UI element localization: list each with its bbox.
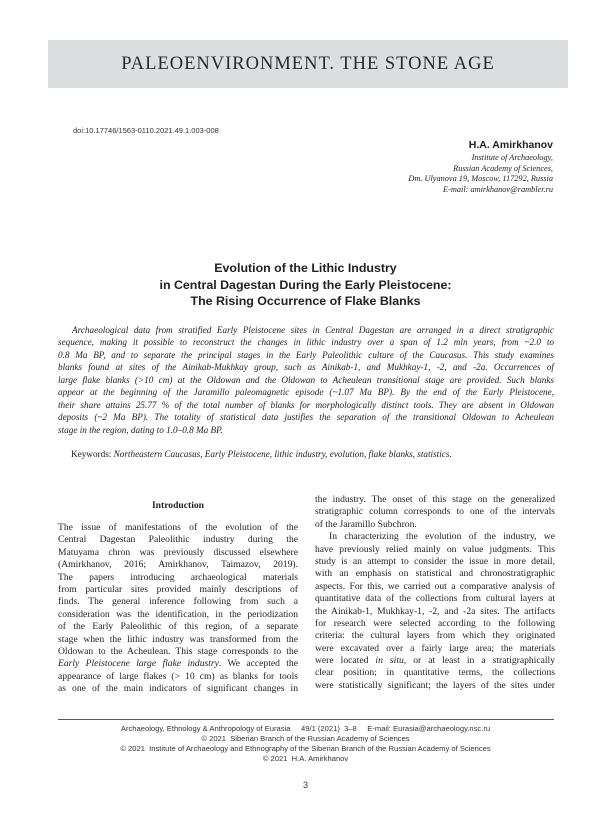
italic-run: in situ [375,655,404,667]
text-line: with an emphasis on statistical and chronostratigraphic [315,568,555,580]
title-line: The Rising Occurrence of Flake Blanks [190,294,421,308]
footer-copyright-2: © 2021 Institute of Archaeology and Ethnography of the Siberian Branch of the Russian Academy of Sciences [120,744,491,753]
text-line: were excavated over a fairly large area; the materials [315,642,555,654]
text-line: sequence, making it possible to reconstruct the changes in lithic industry over a span of 1.2 mln years, from ~2.0 to [58,337,554,348]
text-line: clear position; in quantitative terms, the collections [315,667,555,679]
footer-copyright-3: © 2021 H.A. Amirkhanov [262,754,349,763]
introduction-heading: Introduction [151,500,205,511]
text-line: (Amirkhanov, 2016; Amirkhanov, Taimazov, 2019). [58,559,298,571]
footer-divider [58,719,554,720]
text-run: . We accepted the [218,658,298,670]
abstract [58,324,554,436]
text-line: their share attains 25.77 % of the total number of blanks for morphologically distinct tools. They are absent in Oldowan [58,399,554,410]
text-line: Matuyama chron was previously discussed elsewhere [58,546,298,558]
author-affiliation-1: Institute of Archaeology, [471,153,553,162]
text-line: for research were selected according to the following [315,617,555,629]
text-line: of the Jaramillo Subchron. [315,518,417,530]
section-banner [48,40,568,88]
right-column-text [315,494,555,692]
text-line: The papers introducing archaeological materials [58,571,298,583]
author-affiliation-2: Russian Academy of Sciences, [453,163,553,173]
keywords [71,449,452,459]
text-line: The issue of manifestations of the evolution of the [58,522,298,533]
text-line: finds. The general inference following from such a [58,596,298,608]
footer [0,724,611,764]
text-line: criteria: the cultural layers from which they originated [315,630,555,642]
text-line: large flake blanks (>10 cm) at the Oldowan and the Oldowan to Acheulean transitional stage are provided. Such blanks [58,374,554,385]
text-line: Central Dagestan Paleolithic industry during the [58,534,298,546]
author-email: E-mail: amirkhanov@rambler.ru [443,185,553,195]
article-title [0,260,611,310]
author-block [408,139,553,196]
page-number: 3 [302,780,308,790]
text-line: have previously relied mainly on value judgments. This [315,543,555,555]
text-line: Archaeological data from stratified Early Pleistocene sites in Central Dagestan are arranged in a direct stratigraphic [72,325,554,335]
text-line: 0.8 Ma BP, and to separate the principal stages in the Early Paleolithic culture of the Caucasus. This study examines [58,349,554,360]
text-line: the industry. The onset of this stage on the generalized [315,494,555,505]
text-line: stage when the lithic industry was transformed from the [58,633,298,645]
text-line: study is an attempt to consider the issue in more detail, [315,555,555,567]
text-line: In characterizing the evolution of the industry, we [329,531,555,543]
italic-run: Early Pleistocene large flake industry [58,658,219,670]
keywords-label: Keywords: [71,449,114,459]
text-line: deposits (~2 Ma BP). The totality of statistical data justifies the separation of the transitional Oldowan to Acheulean [58,412,554,423]
title-line: Evolution of the Lithic Industry [214,261,397,275]
text-line: blanks found at sites of the Ainikab-Mukhkay group, such as Ainikab-1, and Mukhkay-1, -2, and -2a. Occurrences of [58,362,554,373]
footer-journal: Archaeology, Ethnology & Anthropology of Eurasia 49/1 (2021) 3–8 E-mail: Eurasia@archaeology.nsc.ru [120,724,491,733]
text-line: aspects. For this, we carried out a comparative analysis of [315,580,555,592]
footer-copyright-1: © 2021 Siberian Branch of the Russian Academy of Sciences [201,734,410,743]
keywords-text: Northeastern Caucasus, Early Pleistocene, lithic industry, evolution, flake blanks, statistics. [113,449,452,459]
text-line: stage in the region, dating to 1.0–0.8 Ma BP. [58,424,223,435]
section-title: PALEOENVIRONMENT. THE STONE AGE [121,53,495,74]
text-line: consideration was the identification, in the periodization [58,608,298,620]
text-line: appear at the beginning of the Jaramillo paleomagnetic episode (~1.07 Ma BP). By the end of the Early Pleistocene, [58,387,554,398]
text-run: were located [315,655,376,667]
text-line: appearance of large flakes (> 10 cm) as blanks for tools [58,670,298,682]
title-line: in Central Dagestan During the Early Pleistocene: [159,277,452,292]
author-name: H.A. Amirkhanov [468,139,553,151]
text-line: of the Early Paleolithic of this region, of a separate [58,621,298,633]
text-line [315,655,555,667]
doi: doi:10.17746/1563-0110.2021.49.1.003-008 [73,126,219,135]
author-address: Dm. Ulyanova 19, Moscow, 117292, Russia [408,174,553,184]
text-line: Oldowan to the Acheulean. This stage corresponds to the [58,645,298,657]
text-run: , or at least in a stratigraphically [403,655,555,667]
left-column-text [58,522,298,695]
text-line: from particular sites provided mainly descriptions of [58,583,298,595]
text-line: were statistically significant; the layers of the sites under [315,679,555,691]
text-line: the Ainikab-1, Mukhkay-1, -2, and -2a sites. The artifacts [315,605,555,617]
text-line: quantitative data of the collections from cultural layers at [315,593,555,605]
text-line: as one of the main indicators of significant changes in [58,683,298,695]
text-line [58,658,298,670]
text-line: stratigraphic column corresponds to one of the intervals [315,506,555,518]
